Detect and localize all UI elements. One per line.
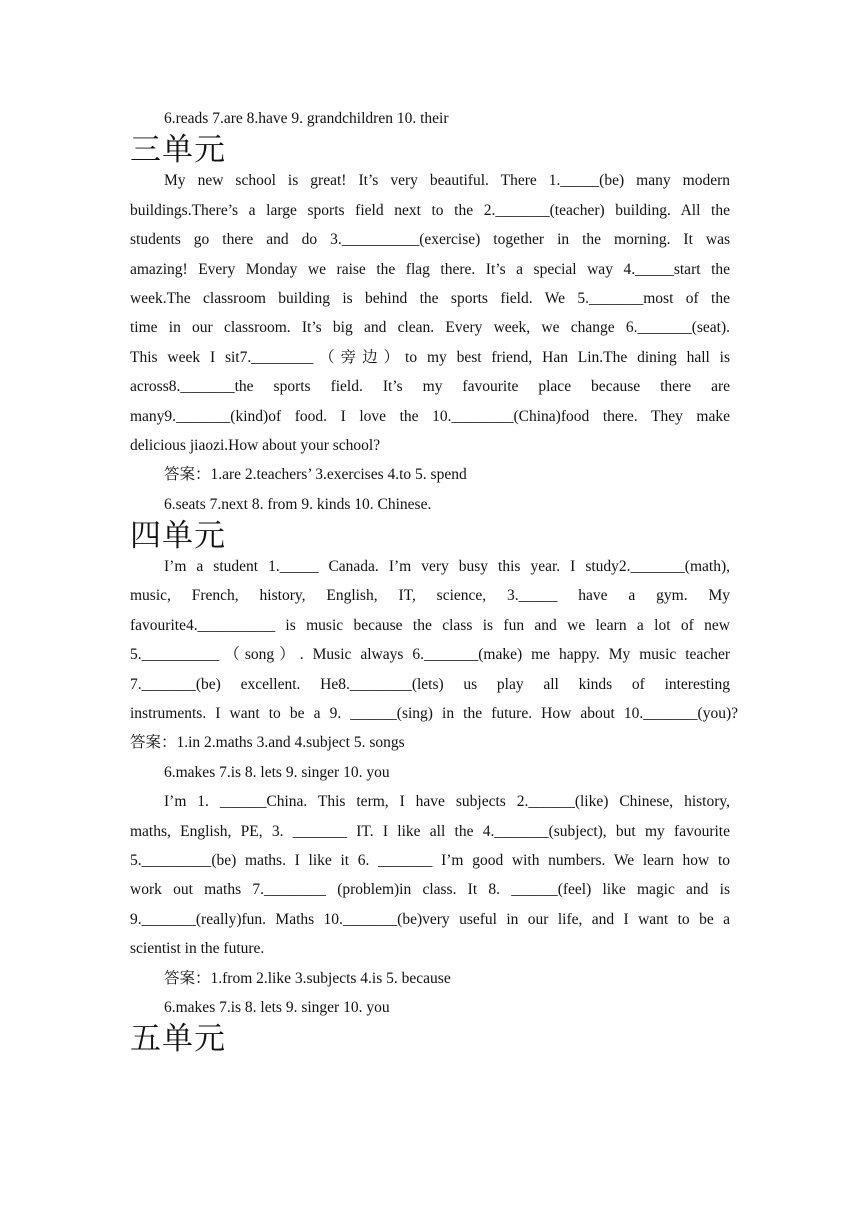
unit4-passage-2 xyxy=(130,787,730,963)
unit4-answers-1: 答案：1.in 2.maths 3.and 4.subject 5. songs xyxy=(130,734,405,752)
passage-line: music, French, history, English, IT, science, 3._____ have a gym. My xyxy=(130,587,730,605)
unit4-heading: 四单元 xyxy=(130,518,226,555)
passage-line: I’m a student 1._____ Canada. I’m very busy this year. I study2._______(math), xyxy=(164,558,730,576)
passage-line: delicious jiaozi.How about your school? xyxy=(130,436,381,454)
passage-line: This week I sit7.________（旁边）to my best friend, Han Lin.The dining hall is xyxy=(130,348,730,366)
passage-line: favourite4.__________ is music because the class is fun and we learn a lot of new xyxy=(130,616,730,634)
passage-line: instruments. I want to be a 9. ______(sing) in the future. How about 10._______(you)? xyxy=(130,705,738,723)
passage-line: amazing! Every Monday we raise the flag there. It’s a special way 4._____start the xyxy=(130,260,730,278)
passage-line: time in our classroom. It’s big and clean. Every week, we change 6._______(seat). xyxy=(130,319,730,337)
unit3-passage xyxy=(130,166,730,460)
unit4-answers-1: 6.makes 7.is 8. lets 9. singer 10. you xyxy=(164,763,390,781)
unit4-passage-1 xyxy=(130,552,738,728)
passage-line: 7._______(be) excellent. He8.________(lets) us play all kinds of interesting xyxy=(130,675,730,693)
passage-line: work out maths 7.________ (problem)in class. It 8. ______(feel) like magic and is xyxy=(130,881,730,899)
passage-line: maths, English, PE, 3. _______ IT. I like all the 4._______(subject), but my favourite xyxy=(130,822,730,840)
unit3-heading: 三单元 xyxy=(130,132,226,169)
unit4-answers-2: 6.makes 7.is 8. lets 9. singer 10. you xyxy=(164,998,390,1016)
passage-line: My new school is great! It’s very beautiful. There 1._____(be) many modern xyxy=(164,172,730,190)
passage-line: week.The classroom building is behind the sports field. We 5._______most of the xyxy=(130,289,730,307)
document-page xyxy=(130,104,738,1058)
passage-line: 9._______(really)fun. Maths 10._______(be)very useful in our life, and I want to be a xyxy=(130,910,730,928)
passage-line: scientist in the future. xyxy=(130,940,265,958)
unit2-answers-continued: 6.reads 7.are 8.have 9. grandchildren 10. their xyxy=(164,110,449,127)
passage-line: across8._______the sports field. It’s my favourite place because there are xyxy=(130,378,730,396)
passage-line: students go there and do 3.__________(exercise) together in the morning. It was xyxy=(130,231,730,249)
passage-line: 5.__________（song）. Music always 6._______(make) me happy. My music teacher xyxy=(130,646,730,664)
passage-line: 5._________(be) maths. I like it 6. _______ I’m good with numbers. We learn how to xyxy=(130,851,730,869)
unit5-heading: 五单元 xyxy=(130,1021,226,1058)
unit3-answers: 6.seats 7.next 8. from 9. kinds 10. Chinese. xyxy=(164,495,432,513)
unit4-answers-2: 答案：1.from 2.like 3.subjects 4.is 5. because xyxy=(164,969,451,987)
passage-line: buildings.There’s a large sports field next to the 2._______(teacher) building. All the xyxy=(130,201,730,219)
unit3-answers: 答案：1.are 2.teachers’ 3.exercises 4.to 5. spend xyxy=(164,466,467,484)
passage-line: many9._______(kind)of food. I love the 10.________(China)food there. They make xyxy=(130,407,730,425)
passage-line: I’m 1. ______China. This term, I have subjects 2.______(like) Chinese, history, xyxy=(164,793,730,811)
